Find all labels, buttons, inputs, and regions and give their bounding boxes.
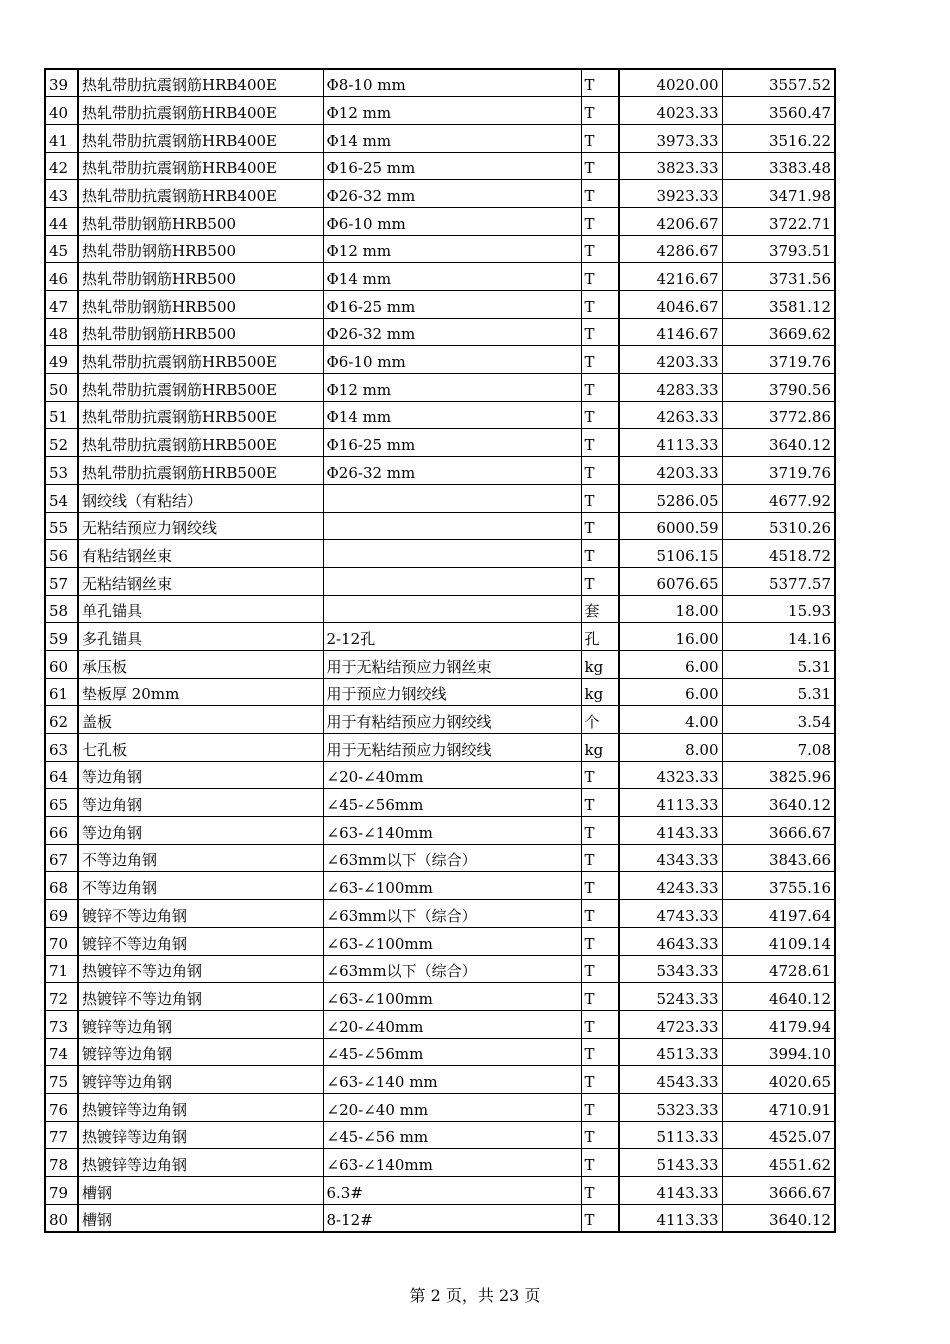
- price-with-tax-cell: 4543.33: [619, 1066, 722, 1094]
- price-without-tax-cell: 3666.67: [722, 1177, 835, 1205]
- table-row: [45, 429, 835, 457]
- table-row: [45, 734, 835, 762]
- row-number-cell: 53: [45, 457, 78, 485]
- price-without-tax-cell: 3790.56: [722, 374, 835, 402]
- material-name-cell: 盖板: [78, 706, 323, 734]
- row-number-cell: 79: [45, 1177, 78, 1205]
- specification-cell: 8-12#: [323, 1204, 581, 1232]
- price-without-tax-cell: 5377.57: [722, 567, 835, 595]
- price-with-tax-cell: 4216.67: [619, 263, 722, 291]
- price-without-tax-cell: 3666.67: [722, 817, 835, 845]
- table-row: [45, 1177, 835, 1205]
- table-row: [45, 761, 835, 789]
- specification-cell: ∠20-∠40mm: [323, 761, 581, 789]
- row-number-cell: 50: [45, 374, 78, 402]
- price-without-tax-cell: 3640.12: [722, 789, 835, 817]
- specification-cell: Φ16-25 mm: [323, 291, 581, 319]
- unit-cell: T: [581, 1121, 619, 1149]
- price-without-tax-cell: 3.54: [722, 706, 835, 734]
- price-with-tax-cell: 4513.33: [619, 1038, 722, 1066]
- price-with-tax-cell: 6076.65: [619, 567, 722, 595]
- price-without-tax-cell: 14.16: [722, 623, 835, 651]
- price-with-tax-cell: 5106.15: [619, 540, 722, 568]
- table-row: [45, 401, 835, 429]
- material-name-cell: 热轧带肋抗震钢筋HRB500E: [78, 429, 323, 457]
- price-with-tax-cell: 4343.33: [619, 844, 722, 872]
- table-row: [45, 318, 835, 346]
- price-without-tax-cell: 3719.76: [722, 457, 835, 485]
- row-number-cell: 70: [45, 927, 78, 955]
- unit-cell: T: [581, 263, 619, 291]
- table-row: [45, 955, 835, 983]
- price-with-tax-cell: 18.00: [619, 595, 722, 623]
- price-with-tax-cell: 4263.33: [619, 401, 722, 429]
- price-with-tax-cell: 5286.05: [619, 484, 722, 512]
- unit-cell: T: [581, 1066, 619, 1094]
- price-without-tax-cell: 4179.94: [722, 1010, 835, 1038]
- price-with-tax-cell: 4113.33: [619, 789, 722, 817]
- price-without-tax-cell: 5.31: [722, 678, 835, 706]
- specification-cell: Φ8-10 mm: [323, 69, 581, 97]
- price-with-tax-cell: 4206.67: [619, 207, 722, 235]
- price-without-tax-cell: 3557.52: [722, 69, 835, 97]
- material-name-cell: 无粘结钢丝束: [78, 567, 323, 595]
- material-name-cell: 镀锌不等边角钢: [78, 927, 323, 955]
- table-row: [45, 235, 835, 263]
- table-row: [45, 1066, 835, 1094]
- table-row: [45, 872, 835, 900]
- row-number-cell: 60: [45, 650, 78, 678]
- specification-cell: ∠63-∠140 mm: [323, 1066, 581, 1094]
- price-with-tax-cell: 4023.33: [619, 97, 722, 125]
- specification-cell: ∠45-∠56 mm: [323, 1121, 581, 1149]
- price-with-tax-cell: 5143.33: [619, 1149, 722, 1177]
- unit-cell: T: [581, 1093, 619, 1121]
- price-with-tax-cell: 4143.33: [619, 1177, 722, 1205]
- row-number-cell: 59: [45, 623, 78, 651]
- price-with-tax-cell: 3973.33: [619, 124, 722, 152]
- row-number-cell: 47: [45, 291, 78, 319]
- row-number-cell: 54: [45, 484, 78, 512]
- row-number-cell: 55: [45, 512, 78, 540]
- table-row: [45, 512, 835, 540]
- table-row: [45, 291, 835, 319]
- material-name-cell: 热轧带肋钢筋HRB500: [78, 235, 323, 263]
- price-with-tax-cell: 4286.67: [619, 235, 722, 263]
- table-row: [45, 346, 835, 374]
- row-number-cell: 45: [45, 235, 78, 263]
- material-name-cell: 热镀锌等边角钢: [78, 1093, 323, 1121]
- unit-cell: T: [581, 540, 619, 568]
- price-with-tax-cell: 4113.33: [619, 429, 722, 457]
- price-without-tax-cell: 4551.62: [722, 1149, 835, 1177]
- specification-cell: [323, 567, 581, 595]
- unit-cell: 孔: [581, 623, 619, 651]
- price-with-tax-cell: 4283.33: [619, 374, 722, 402]
- unit-cell: T: [581, 346, 619, 374]
- row-number-cell: 58: [45, 595, 78, 623]
- table-row: [45, 1204, 835, 1232]
- material-name-cell: 热轧带肋抗震钢筋HRB400E: [78, 152, 323, 180]
- material-name-cell: 多孔锚具: [78, 623, 323, 651]
- row-number-cell: 48: [45, 318, 78, 346]
- price-with-tax-cell: 5343.33: [619, 955, 722, 983]
- material-name-cell: 无粘结预应力钢绞线: [78, 512, 323, 540]
- price-without-tax-cell: 5310.26: [722, 512, 835, 540]
- material-name-cell: 热轧带肋钢筋HRB500: [78, 207, 323, 235]
- row-number-cell: 57: [45, 567, 78, 595]
- price-without-tax-cell: 3640.12: [722, 429, 835, 457]
- unit-cell: T: [581, 900, 619, 928]
- table-row: [45, 374, 835, 402]
- material-name-cell: 等边角钢: [78, 817, 323, 845]
- price-with-tax-cell: 4046.67: [619, 291, 722, 319]
- price-with-tax-cell: 3823.33: [619, 152, 722, 180]
- specification-cell: ∠63-∠100mm: [323, 927, 581, 955]
- price-without-tax-cell: 3843.66: [722, 844, 835, 872]
- table-row: [45, 180, 835, 208]
- table-row: [45, 650, 835, 678]
- material-name-cell: 热轧带肋抗震钢筋HRB400E: [78, 69, 323, 97]
- specification-cell: 6.3#: [323, 1177, 581, 1205]
- price-without-tax-cell: 3731.56: [722, 263, 835, 291]
- material-name-cell: 热轧带肋钢筋HRB500: [78, 291, 323, 319]
- specification-cell: Φ12 mm: [323, 374, 581, 402]
- table-row: [45, 900, 835, 928]
- row-number-cell: 64: [45, 761, 78, 789]
- price-with-tax-cell: 4643.33: [619, 927, 722, 955]
- table-row: [45, 457, 835, 485]
- material-name-cell: 承压板: [78, 650, 323, 678]
- price-with-tax-cell: 4243.33: [619, 872, 722, 900]
- price-table-body: [45, 69, 835, 1232]
- price-without-tax-cell: 3669.62: [722, 318, 835, 346]
- row-number-cell: 43: [45, 180, 78, 208]
- material-name-cell: 热轧带肋钢筋HRB500: [78, 263, 323, 291]
- unit-cell: T: [581, 983, 619, 1011]
- material-name-cell: 热镀锌等边角钢: [78, 1149, 323, 1177]
- row-number-cell: 71: [45, 955, 78, 983]
- specification-cell: Φ12 mm: [323, 97, 581, 125]
- unit-cell: T: [581, 207, 619, 235]
- specification-cell: 2-12孔: [323, 623, 581, 651]
- material-name-cell: 不等边角钢: [78, 872, 323, 900]
- material-name-cell: 不等边角钢: [78, 844, 323, 872]
- unit-cell: T: [581, 789, 619, 817]
- unit-cell: T: [581, 124, 619, 152]
- unit-cell: 套: [581, 595, 619, 623]
- price-with-tax-cell: 4723.33: [619, 1010, 722, 1038]
- unit-cell: T: [581, 567, 619, 595]
- unit-cell: T: [581, 180, 619, 208]
- specification-cell: ∠63mm以下（综合）: [323, 900, 581, 928]
- unit-cell: T: [581, 761, 619, 789]
- specification-cell: Φ26-32 mm: [323, 457, 581, 485]
- row-number-cell: 78: [45, 1149, 78, 1177]
- row-number-cell: 77: [45, 1121, 78, 1149]
- material-name-cell: 等边角钢: [78, 789, 323, 817]
- price-without-tax-cell: 7.08: [722, 734, 835, 762]
- specification-cell: Φ26-32 mm: [323, 318, 581, 346]
- material-name-cell: 镀锌不等边角钢: [78, 900, 323, 928]
- specification-cell: Φ26-32 mm: [323, 180, 581, 208]
- price-with-tax-cell: 4.00: [619, 706, 722, 734]
- price-with-tax-cell: 6.00: [619, 650, 722, 678]
- price-without-tax-cell: 3516.22: [722, 124, 835, 152]
- price-without-tax-cell: 3994.10: [722, 1038, 835, 1066]
- price-without-tax-cell: 3772.86: [722, 401, 835, 429]
- price-without-tax-cell: 3719.76: [722, 346, 835, 374]
- table-row: [45, 1010, 835, 1038]
- price-with-tax-cell: 6.00: [619, 678, 722, 706]
- unit-cell: T: [581, 457, 619, 485]
- material-name-cell: 热轧带肋抗震钢筋HRB500E: [78, 346, 323, 374]
- price-without-tax-cell: 4020.65: [722, 1066, 835, 1094]
- row-number-cell: 51: [45, 401, 78, 429]
- unit-cell: T: [581, 1038, 619, 1066]
- row-number-cell: 69: [45, 900, 78, 928]
- price-without-tax-cell: 3825.96: [722, 761, 835, 789]
- specification-cell: ∠45-∠56mm: [323, 1038, 581, 1066]
- price-without-tax-cell: 3471.98: [722, 180, 835, 208]
- unit-cell: T: [581, 1149, 619, 1177]
- specification-cell: ∠63mm以下（综合）: [323, 844, 581, 872]
- material-name-cell: 热轧带肋抗震钢筋HRB400E: [78, 180, 323, 208]
- price-without-tax-cell: 4109.14: [722, 927, 835, 955]
- unit-cell: 个: [581, 706, 619, 734]
- specification-cell: Φ16-25 mm: [323, 152, 581, 180]
- material-name-cell: 等边角钢: [78, 761, 323, 789]
- material-name-cell: 镀锌等边角钢: [78, 1038, 323, 1066]
- unit-cell: T: [581, 844, 619, 872]
- row-number-cell: 62: [45, 706, 78, 734]
- table-row: [45, 540, 835, 568]
- specification-cell: 用于无粘结预应力钢丝束: [323, 650, 581, 678]
- page-footer: 第 2 页，共 23 页: [409, 1286, 541, 1305]
- price-with-tax-cell: 3923.33: [619, 180, 722, 208]
- material-name-cell: 热镀锌等边角钢: [78, 1121, 323, 1149]
- specification-cell: 用于有粘结预应力钢绞线: [323, 706, 581, 734]
- price-without-tax-cell: 15.93: [722, 595, 835, 623]
- specification-cell: ∠63mm以下（综合）: [323, 955, 581, 983]
- price-without-tax-cell: 5.31: [722, 650, 835, 678]
- specification-cell: Φ12 mm: [323, 235, 581, 263]
- unit-cell: T: [581, 927, 619, 955]
- specification-cell: Φ6-10 mm: [323, 346, 581, 374]
- material-name-cell: 有粘结钢丝束: [78, 540, 323, 568]
- table-row: [45, 983, 835, 1011]
- price-with-tax-cell: 4323.33: [619, 761, 722, 789]
- row-number-cell: 72: [45, 983, 78, 1011]
- material-name-cell: 七孔板: [78, 734, 323, 762]
- table-row: [45, 1038, 835, 1066]
- row-number-cell: 46: [45, 263, 78, 291]
- material-name-cell: 槽钢: [78, 1204, 323, 1232]
- specification-cell: Φ14 mm: [323, 124, 581, 152]
- price-with-tax-cell: 6000.59: [619, 512, 722, 540]
- row-number-cell: 74: [45, 1038, 78, 1066]
- price-with-tax-cell: 4146.67: [619, 318, 722, 346]
- specification-cell: 用于无粘结预应力钢绞线: [323, 734, 581, 762]
- material-name-cell: 热轧带肋抗震钢筋HRB500E: [78, 374, 323, 402]
- unit-cell: T: [581, 429, 619, 457]
- row-number-cell: 39: [45, 69, 78, 97]
- price-with-tax-cell: 4113.33: [619, 1204, 722, 1232]
- row-number-cell: 76: [45, 1093, 78, 1121]
- unit-cell: T: [581, 817, 619, 845]
- price-without-tax-cell: 3383.48: [722, 152, 835, 180]
- material-name-cell: 热镀锌不等边角钢: [78, 983, 323, 1011]
- price-without-tax-cell: 3755.16: [722, 872, 835, 900]
- unit-cell: kg: [581, 650, 619, 678]
- unit-cell: T: [581, 152, 619, 180]
- table-row: [45, 1093, 835, 1121]
- specification-cell: [323, 595, 581, 623]
- price-without-tax-cell: 4640.12: [722, 983, 835, 1011]
- unit-cell: T: [581, 955, 619, 983]
- price-without-tax-cell: 4710.91: [722, 1093, 835, 1121]
- specification-cell: Φ16-25 mm: [323, 429, 581, 457]
- material-name-cell: 镀锌等边角钢: [78, 1010, 323, 1038]
- row-number-cell: 52: [45, 429, 78, 457]
- specification-cell: ∠20-∠40mm: [323, 1010, 581, 1038]
- material-name-cell: 热轧带肋钢筋HRB500: [78, 318, 323, 346]
- material-name-cell: 镀锌等边角钢: [78, 1066, 323, 1094]
- price-without-tax-cell: 3560.47: [722, 97, 835, 125]
- specification-cell: ∠63-∠140mm: [323, 1149, 581, 1177]
- unit-cell: T: [581, 374, 619, 402]
- table-row: [45, 789, 835, 817]
- row-number-cell: 67: [45, 844, 78, 872]
- row-number-cell: 41: [45, 124, 78, 152]
- unit-cell: T: [581, 97, 619, 125]
- specification-cell: ∠63-∠100mm: [323, 872, 581, 900]
- material-name-cell: 热轧带肋抗震钢筋HRB500E: [78, 457, 323, 485]
- price-without-tax-cell: 4525.07: [722, 1121, 835, 1149]
- price-without-tax-cell: 4518.72: [722, 540, 835, 568]
- price-with-tax-cell: 4743.33: [619, 900, 722, 928]
- price-without-tax-cell: 3581.12: [722, 291, 835, 319]
- table-row: [45, 567, 835, 595]
- unit-cell: T: [581, 1177, 619, 1205]
- price-with-tax-cell: 4020.00: [619, 69, 722, 97]
- row-number-cell: 63: [45, 734, 78, 762]
- price-with-tax-cell: 4203.33: [619, 346, 722, 374]
- unit-cell: T: [581, 512, 619, 540]
- table-row: [45, 152, 835, 180]
- table-row: [45, 595, 835, 623]
- unit-cell: T: [581, 318, 619, 346]
- specification-cell: [323, 512, 581, 540]
- unit-cell: T: [581, 1204, 619, 1232]
- price-with-tax-cell: 5323.33: [619, 1093, 722, 1121]
- price-with-tax-cell: 4143.33: [619, 817, 722, 845]
- row-number-cell: 75: [45, 1066, 78, 1094]
- unit-cell: kg: [581, 678, 619, 706]
- price-with-tax-cell: 8.00: [619, 734, 722, 762]
- price-with-tax-cell: 16.00: [619, 623, 722, 651]
- price-without-tax-cell: 3722.71: [722, 207, 835, 235]
- material-name-cell: 热轧带肋抗震钢筋HRB400E: [78, 97, 323, 125]
- price-without-tax-cell: 4728.61: [722, 955, 835, 983]
- row-number-cell: 73: [45, 1010, 78, 1038]
- table-row: [45, 623, 835, 651]
- specification-cell: ∠45-∠56mm: [323, 789, 581, 817]
- unit-cell: T: [581, 291, 619, 319]
- price-without-tax-cell: 3640.12: [722, 1204, 835, 1232]
- table-row: [45, 844, 835, 872]
- unit-cell: T: [581, 235, 619, 263]
- table-row: [45, 1121, 835, 1149]
- unit-cell: T: [581, 1010, 619, 1038]
- specification-cell: ∠63-∠140mm: [323, 817, 581, 845]
- table-row: [45, 97, 835, 125]
- row-number-cell: 44: [45, 207, 78, 235]
- material-name-cell: 钢绞线（有粘结）: [78, 484, 323, 512]
- row-number-cell: 80: [45, 1204, 78, 1232]
- specification-cell: [323, 484, 581, 512]
- material-name-cell: 热轧带肋抗震钢筋HRB400E: [78, 124, 323, 152]
- row-number-cell: 49: [45, 346, 78, 374]
- table-row: [45, 263, 835, 291]
- table-row: [45, 69, 835, 97]
- material-name-cell: 槽钢: [78, 1177, 323, 1205]
- unit-cell: T: [581, 401, 619, 429]
- table-row: [45, 678, 835, 706]
- specification-cell: Φ14 mm: [323, 401, 581, 429]
- price-table: [44, 68, 836, 1233]
- row-number-cell: 65: [45, 789, 78, 817]
- price-without-tax-cell: 3793.51: [722, 235, 835, 263]
- table-row: [45, 706, 835, 734]
- price-without-tax-cell: 4677.92: [722, 484, 835, 512]
- unit-cell: T: [581, 69, 619, 97]
- table-row: [45, 817, 835, 845]
- specification-cell: Φ14 mm: [323, 263, 581, 291]
- row-number-cell: 68: [45, 872, 78, 900]
- row-number-cell: 56: [45, 540, 78, 568]
- unit-cell: T: [581, 484, 619, 512]
- material-name-cell: 热镀锌不等边角钢: [78, 955, 323, 983]
- row-number-cell: 66: [45, 817, 78, 845]
- row-number-cell: 42: [45, 152, 78, 180]
- table-row: [45, 1149, 835, 1177]
- material-name-cell: 垫板厚 20mm: [78, 678, 323, 706]
- unit-cell: T: [581, 872, 619, 900]
- material-name-cell: 热轧带肋抗震钢筋HRB500E: [78, 401, 323, 429]
- table-row: [45, 927, 835, 955]
- price-with-tax-cell: 4203.33: [619, 457, 722, 485]
- unit-cell: kg: [581, 734, 619, 762]
- specification-cell: [323, 540, 581, 568]
- table-row: [45, 484, 835, 512]
- specification-cell: 用于预应力钢绞线: [323, 678, 581, 706]
- specification-cell: ∠63-∠100mm: [323, 983, 581, 1011]
- table-row: [45, 207, 835, 235]
- price-without-tax-cell: 4197.64: [722, 900, 835, 928]
- specification-cell: Φ6-10 mm: [323, 207, 581, 235]
- material-name-cell: 单孔锚具: [78, 595, 323, 623]
- price-with-tax-cell: 5113.33: [619, 1121, 722, 1149]
- specification-cell: ∠20-∠40 mm: [323, 1093, 581, 1121]
- row-number-cell: 61: [45, 678, 78, 706]
- price-with-tax-cell: 5243.33: [619, 983, 722, 1011]
- row-number-cell: 40: [45, 97, 78, 125]
- table-row: [45, 124, 835, 152]
